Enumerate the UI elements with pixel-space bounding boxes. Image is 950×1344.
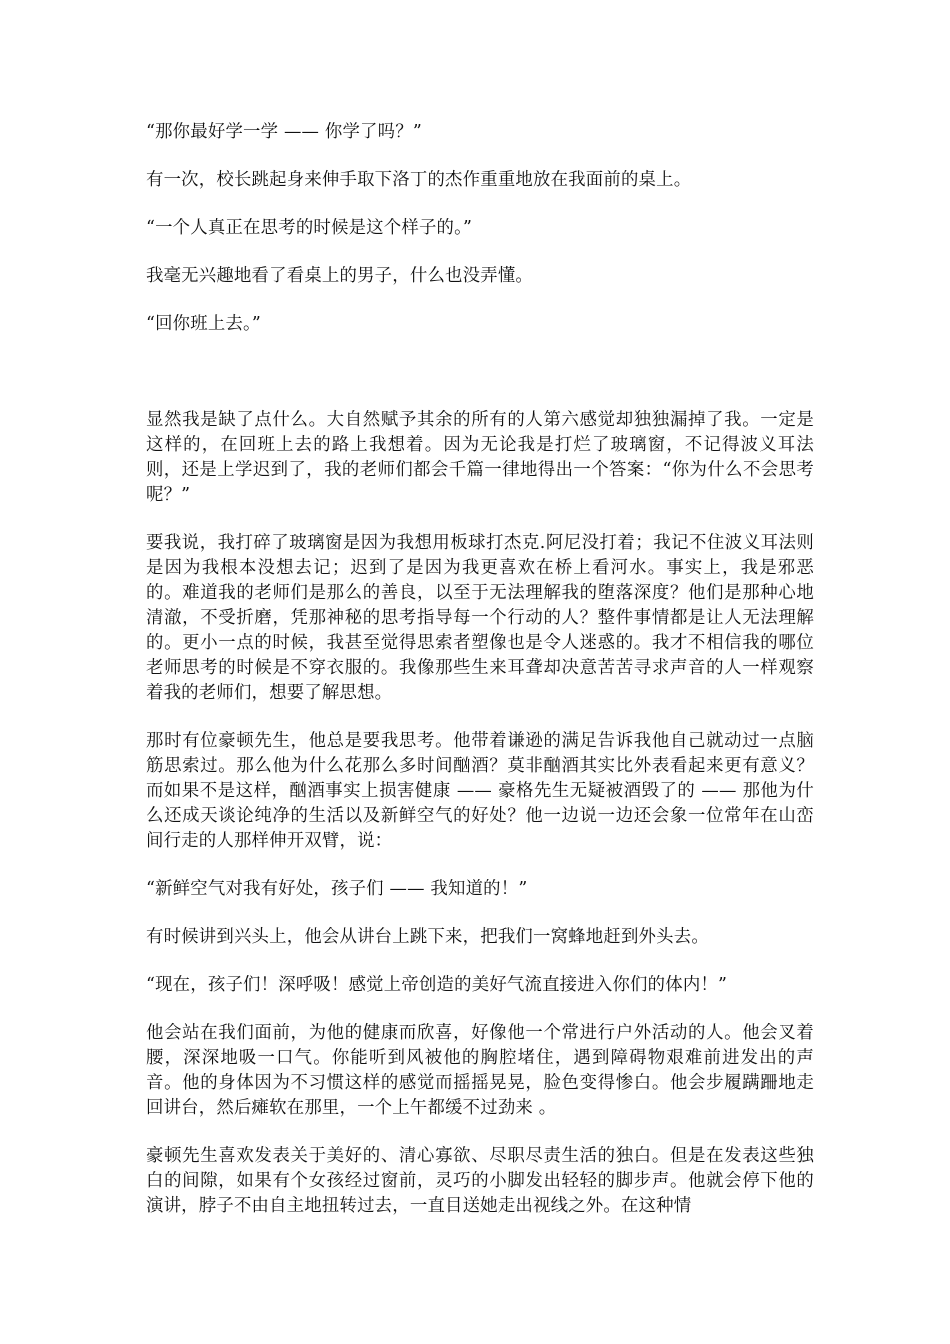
paragraph-1: “那你最好学一学 —— 你学了吗？”	[146, 122, 422, 142]
paragraph-12: 他会站在我们面前，为他的健康而欣喜，好像他一个常进行户外活动的人。他会叉着腰，深深地吸一口气。你能听到风被他的胸腔堵住，遇到障碍物艰难前进发出的声音。他的身体因为不习惯这样的感觉而摇摇晃晃，脸色变得惨白。他会步履蹒跚地走回讲台，然后瘫软在那里，一个上午都缓不过劲来 。	[146, 1023, 814, 1118]
paragraph-9: “新鲜空气对我有好处，孩子们 —— 我知道的！”	[146, 879, 528, 899]
paragraph-6: 显然我是缺了点什么。大自然赋予其余的所有的人第六感觉却独独漏掉了我。一定是这样的，在回班上去的路上我想着。因为无论我是打烂了玻璃窗，不记得波义耳法则，还是上学迟到了，我的老师们都会千篇一律地得出一个答案：“你为什么不会思考呢？”	[146, 410, 814, 505]
paragraph-3: “一个人真正在思考的时候是这个样子的。”	[146, 218, 473, 238]
document-body	[146, 120, 814, 1242]
paragraph-10: 有时候讲到兴头上，他会从讲台上跳下来，把我们一窝蜂地赶到外头去。	[146, 927, 709, 947]
paragraph-5: “回你班上去。”	[146, 314, 262, 334]
paragraph-7: 要我说，我打碎了玻璃窗是因为我想用板球打杰克.阿尼没打着；我记不住波义耳法则是因为我根本没想去记；迟到了是因为我更喜欢在桥上看河水。事实上，我是邪恶的。难道我的老师们是那么的善良，以至于无法理解我的堕落深度？他们是那种心地清澈，不受折磨，凭那神秘的思考指导每一个行动的人？整件事情都是让人无法理解的。更小一点的时候，我甚至觉得思索者塑像也是令人迷惑的。我才不相信我的哪位老师思考的时候是不穿衣服的。我像那些生来耳聋却决意苦苦寻求声音的人一样观察着我的老师们，想要了解思想。	[146, 533, 814, 703]
paragraph-11: “现在，孩子们！深呼吸！感觉上帝创造的美好气流直接进入你们的体内！”	[146, 975, 728, 995]
paragraph-2: 有一次，校长跳起身来伸手取下洛丁的杰作重重地放在我面前的桌上。	[146, 170, 692, 190]
paragraph-13: 豪顿先生喜欢发表关于美好的、清心寡欲、尽职尽责生活的独白。但是在发表这些独白的间隙，如果有个女孩经过窗前，灵巧的小脚发出轻轻的脚步声。他就会停下他的演讲，脖子不由自主地扭转过去，一直目送她走出视线之外。在这种情	[146, 1146, 814, 1216]
section-break	[146, 360, 814, 385]
paragraph-4: 我毫无兴趣地看了看桌上的男子，什么也没弄懂。	[146, 266, 533, 286]
paragraph-8: 那时有位豪顿先生，他总是要我思考。他带着谦逊的满足告诉我他自己就动过一点脑筋思索过。那么他为什么花那么多时间酗酒？莫非酗酒其实比外表看起来更有意义？而如果不是这样，酗酒事实上损害健康 —— 豪格先生无疑被酒毁了的 —— 那他为什么还成天谈论纯净的生活以及新鲜空气的好处？他一边说一边还会象一位常年在山峦间行走的人那样伸开双臂，说：	[146, 731, 814, 851]
